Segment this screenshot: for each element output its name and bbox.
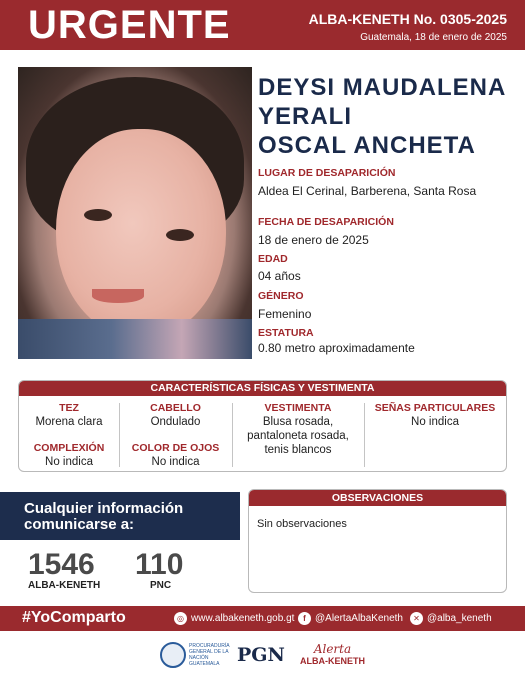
estatura-label: ESTATURA xyxy=(258,327,314,339)
fecha-value: 18 de enero de 2025 xyxy=(258,233,369,247)
edad-value: 04 años xyxy=(258,269,301,283)
observations-text: Sin observaciones xyxy=(257,518,347,530)
pgn-text: PGN xyxy=(237,644,285,666)
tez-value: Morena clara xyxy=(35,416,103,428)
fecha-label: FECHA DE DESAPARICIÓN xyxy=(258,216,394,228)
characteristics-panel xyxy=(18,380,507,472)
seal-text: PROCURADURÍA GENERAL DE LA NACIÓN GUATEMALA xyxy=(189,643,230,667)
senas-label: SEÑAS PARTICULARES xyxy=(374,402,496,414)
vestimenta-line-1: Blusa rosada, xyxy=(262,416,334,428)
alerta-text-2: ALBA-KENETH xyxy=(300,656,365,666)
genero-label: GÉNERO xyxy=(258,290,304,302)
urgent-title: URGENTE xyxy=(28,3,231,47)
cabello-label: CABELLO xyxy=(150,402,201,414)
cabello-value: Ondulado xyxy=(150,416,201,428)
vestimenta-value xyxy=(232,415,364,457)
website-link[interactable] xyxy=(174,612,294,625)
name-line-2: YERALI xyxy=(258,103,353,130)
name-line-3: OSCAL ANCHETA xyxy=(258,132,476,159)
observations-panel xyxy=(248,489,507,593)
alerta-logo xyxy=(300,640,365,670)
complexion-label: COMPLEXIÓN xyxy=(33,442,105,454)
alerta-text-1: Alerta xyxy=(313,642,352,656)
lugar-value: Aldea El Cerinal, Barberena, Santa Rosa xyxy=(258,184,477,198)
genero-value: Femenino xyxy=(258,307,312,321)
vestimenta-line-2: pantaloneta rosada, xyxy=(247,430,349,442)
x-link[interactable] xyxy=(410,612,492,625)
facebook-icon: f xyxy=(298,612,311,625)
vestimenta-label: VESTIMENTA xyxy=(264,402,332,414)
edad-label: EDAD xyxy=(258,253,288,265)
x-text: @alba_keneth xyxy=(427,613,492,624)
phone-pnc-label: PNC xyxy=(150,580,172,591)
contact-line-2: comunicarse a: xyxy=(24,516,135,533)
alert-location-date: Guatemala, 18 de enero de 2025 xyxy=(360,32,507,43)
vestimenta-line-3: tenis blancos xyxy=(264,444,332,456)
lugar-label: LUGAR DE DESAPARICIÓN xyxy=(258,167,396,179)
phone-alba-keneth-label: ALBA-KENETH xyxy=(28,580,101,591)
globe-icon: ◎ xyxy=(174,612,187,625)
hashtag: #YoComparto xyxy=(22,609,126,626)
ojos-label: COLOR DE OJOS xyxy=(131,442,220,454)
characteristics-title: CARACTERÍSTICAS FÍSICAS Y VESTIMENTA xyxy=(19,381,506,396)
website-text: www.albakeneth.gob.gt xyxy=(191,613,295,624)
phone-pnc[interactable]: 110 xyxy=(135,548,184,581)
alert-number: ALBA-KENETH No. 0305-2025 xyxy=(308,11,507,27)
facebook-text: @AlertaAlbaKeneth xyxy=(315,613,403,624)
estatura-value: 0.80 metro aproximadamente xyxy=(258,341,415,355)
contact-text xyxy=(24,501,183,533)
senas-value: No indica xyxy=(411,416,459,428)
person-name xyxy=(258,73,506,160)
name-line-1: DEYSI MAUDALENA xyxy=(258,74,507,101)
complexion-value: No indica xyxy=(45,456,93,468)
ojos-value: No indica xyxy=(151,456,200,468)
x-icon: ✕ xyxy=(410,612,423,625)
facebook-link[interactable] xyxy=(298,612,403,625)
pgn-seal-logo xyxy=(160,640,235,670)
tez-label: TEZ xyxy=(59,402,79,414)
observations-title: OBSERVACIONES xyxy=(249,490,506,506)
seal-icon xyxy=(160,642,186,668)
pgn-logo xyxy=(237,640,285,670)
missing-person-photo xyxy=(18,67,252,359)
contact-line-1: Cualquier información xyxy=(24,500,184,517)
phone-alba-keneth[interactable]: 1546 xyxy=(28,548,95,581)
